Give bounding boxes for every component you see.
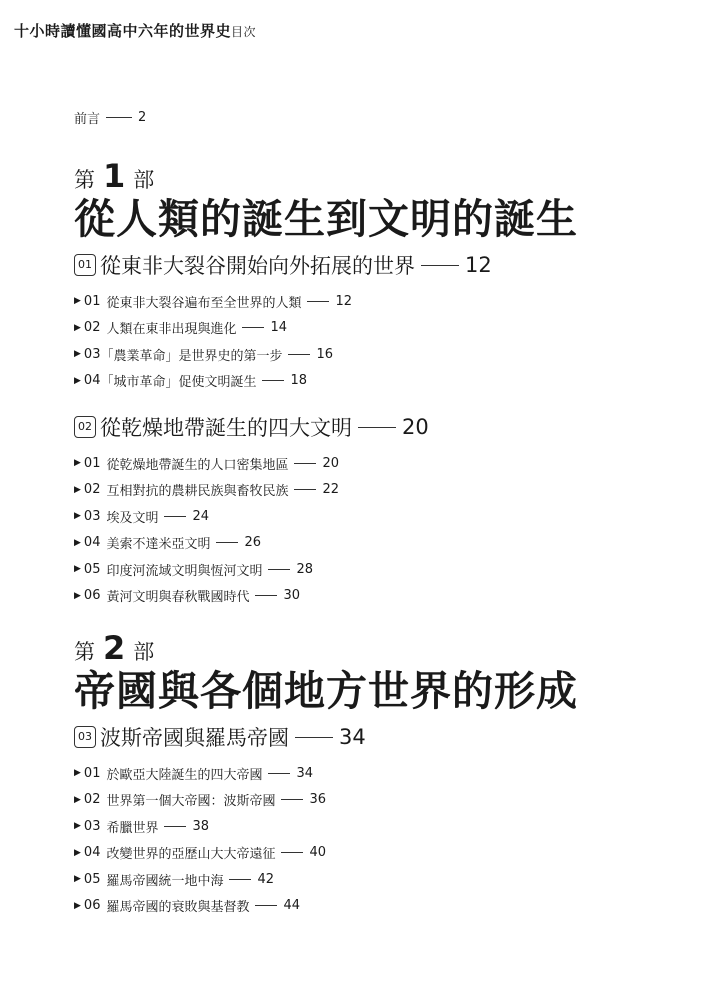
leader-dash (307, 301, 329, 302)
chapter-title: 從乾燥地帶誕生的四大文明 (100, 416, 352, 441)
section-entry[interactable] (74, 503, 684, 530)
triangle-bullet-icon: ▶ (74, 296, 81, 307)
running-header (14, 20, 256, 41)
leader-dash (164, 516, 186, 517)
section-number: 03 (83, 346, 101, 362)
section-title: 於歐亞大陸誕生的四大帝國 (106, 767, 263, 783)
section-number: 06 (83, 588, 101, 604)
section-title: 「城市革命」促使文明誕生 (100, 375, 257, 391)
section-number: 03 (83, 818, 101, 834)
leader-dash (358, 427, 396, 428)
section-number: 04 (83, 535, 101, 551)
leader-dash (268, 773, 290, 774)
triangle-bullet-icon: ▶ (74, 537, 81, 548)
chapter-title: 波斯帝國與羅馬帝國 (100, 726, 289, 751)
section-entry[interactable] (74, 583, 684, 610)
section-title: 「農業革命」是世界史的第一步 (100, 348, 283, 364)
part-title: 帝國與各個地方世界的形成 (74, 667, 578, 716)
part-suffix: 部 (133, 168, 155, 192)
leader-dash (255, 595, 277, 596)
section-entry[interactable] (74, 840, 684, 867)
leader-dash (281, 799, 303, 800)
preface-page: 2 (138, 110, 147, 125)
triangle-bullet-icon: ▶ (74, 821, 81, 832)
section-number: 05 (83, 561, 101, 577)
toc-label: 目次 (231, 25, 257, 39)
leader-dash (268, 569, 290, 570)
section-number: 05 (83, 871, 101, 887)
section-page: 36 (309, 792, 327, 808)
section-page: 44 (283, 898, 301, 914)
section-page: 40 (309, 845, 327, 861)
section-title: 美索不達米亞文明 (106, 537, 211, 553)
chapter-page: 34 (339, 725, 366, 750)
chapter-number-badge: 02 (74, 416, 96, 438)
leader-dash (229, 879, 251, 880)
section-number: 06 (83, 898, 101, 914)
leader-dash (242, 327, 264, 328)
section-entry[interactable] (74, 813, 684, 840)
section-page: 38 (192, 818, 210, 834)
leader-dash (106, 117, 132, 118)
part-number: 1 (103, 157, 126, 195)
preface-label: 前言 (74, 112, 101, 127)
table-of-contents (74, 108, 684, 919)
section-title: 人類在東非出現與進化 (106, 322, 237, 338)
section-entry[interactable] (74, 866, 684, 893)
section-entry[interactable] (74, 530, 684, 557)
section-entry[interactable] (74, 341, 684, 368)
section-page: 28 (296, 561, 314, 577)
leader-dash (164, 826, 186, 827)
chapter-title: 從東非大裂谷開始向外拓展的世界 (100, 254, 415, 279)
leader-dash (262, 380, 284, 381)
preface-entry[interactable] (74, 108, 684, 127)
section-title: 印度河流域文明與恆河文明 (106, 563, 263, 579)
section-entry[interactable] (74, 288, 684, 315)
section-page: 12 (335, 293, 353, 309)
section-number: 01 (83, 455, 101, 471)
triangle-bullet-icon: ▶ (74, 874, 81, 885)
triangle-bullet-icon: ▶ (74, 768, 81, 779)
section-title: 世界第一個大帝國：波斯帝國 (106, 794, 276, 810)
triangle-bullet-icon: ▶ (74, 511, 81, 522)
triangle-bullet-icon: ▶ (74, 375, 81, 386)
triangle-bullet-icon: ▶ (74, 794, 81, 805)
part-number: 2 (103, 629, 126, 668)
section-number: 04 (83, 845, 101, 861)
section-title: 羅馬帝國統一地中海 (106, 873, 224, 889)
book-title: 十小時讀懂國高中六年的世界史 (14, 22, 232, 40)
chapter-page: 20 (402, 415, 429, 440)
section-page: 30 (283, 588, 301, 604)
section-title: 從東非大裂谷遍布至全世界的人類 (106, 295, 302, 311)
section-list (74, 760, 684, 919)
section-title: 改變世界的亞歷山大大帝遠征 (106, 847, 276, 863)
part-prefix: 第 (74, 168, 95, 192)
leader-dash (294, 463, 316, 464)
section-list (74, 288, 684, 394)
leader-dash (421, 265, 459, 266)
section-entry[interactable] (74, 760, 684, 787)
section-title: 黃河文明與春秋戰國時代 (106, 590, 250, 606)
section-title: 互相對抗的農耕民族與畜牧民族 (106, 484, 289, 500)
section-page: 34 (296, 765, 314, 781)
section-entry[interactable] (74, 787, 684, 814)
section-number: 04 (83, 373, 101, 389)
chapter-entry[interactable] (74, 722, 684, 752)
triangle-bullet-icon: ▶ (74, 900, 81, 911)
part-label (74, 157, 684, 195)
leader-dash (255, 905, 277, 906)
part-suffix: 部 (133, 640, 155, 665)
section-list (74, 450, 684, 609)
leader-dash (281, 852, 303, 853)
section-page: 26 (244, 535, 262, 551)
part-label (74, 629, 684, 667)
section-number: 01 (83, 765, 101, 781)
section-title: 羅馬帝國的衰敗與基督教 (106, 900, 250, 916)
part-prefix: 第 (74, 640, 95, 665)
triangle-bullet-icon: ▶ (74, 564, 81, 575)
section-page: 16 (316, 346, 334, 362)
section-number: 02 (83, 792, 101, 808)
chapter-page: 12 (465, 253, 492, 278)
section-entry[interactable] (74, 556, 684, 583)
section-page: 42 (257, 871, 275, 887)
section-page: 24 (192, 508, 210, 524)
section-number: 03 (83, 508, 101, 524)
chapter-number-badge: 01 (74, 254, 96, 276)
section-page: 18 (290, 373, 308, 389)
triangle-bullet-icon: ▶ (74, 847, 81, 858)
section-page: 22 (322, 482, 340, 498)
section-title: 埃及文明 (106, 510, 159, 526)
section-entry[interactable] (74, 893, 684, 920)
chapter-number-badge: 03 (74, 726, 96, 748)
section-title: 希臘世界 (106, 820, 159, 836)
section-number: 02 (83, 320, 101, 336)
section-entry[interactable] (74, 315, 684, 342)
triangle-bullet-icon: ▶ (74, 349, 81, 360)
leader-dash (216, 542, 238, 543)
triangle-bullet-icon: ▶ (74, 590, 81, 601)
section-number: 01 (83, 293, 101, 309)
chapter-entry[interactable] (74, 250, 684, 280)
leader-dash (294, 489, 316, 490)
triangle-bullet-icon: ▶ (74, 458, 81, 469)
section-title: 從乾燥地帶誕生的人口密集地區 (106, 457, 289, 473)
section-page: 20 (322, 455, 340, 471)
section-entry[interactable] (74, 477, 684, 504)
triangle-bullet-icon: ▶ (74, 322, 81, 333)
part-title: 從人類的誕生到文明的誕生 (74, 195, 578, 243)
section-entry[interactable] (74, 368, 684, 395)
section-page: 14 (270, 320, 288, 336)
triangle-bullet-icon: ▶ (74, 484, 81, 495)
section-number: 02 (83, 482, 101, 498)
section-entry[interactable] (74, 450, 684, 477)
leader-dash (295, 737, 333, 738)
leader-dash (288, 354, 310, 355)
chapter-entry[interactable] (74, 412, 684, 442)
